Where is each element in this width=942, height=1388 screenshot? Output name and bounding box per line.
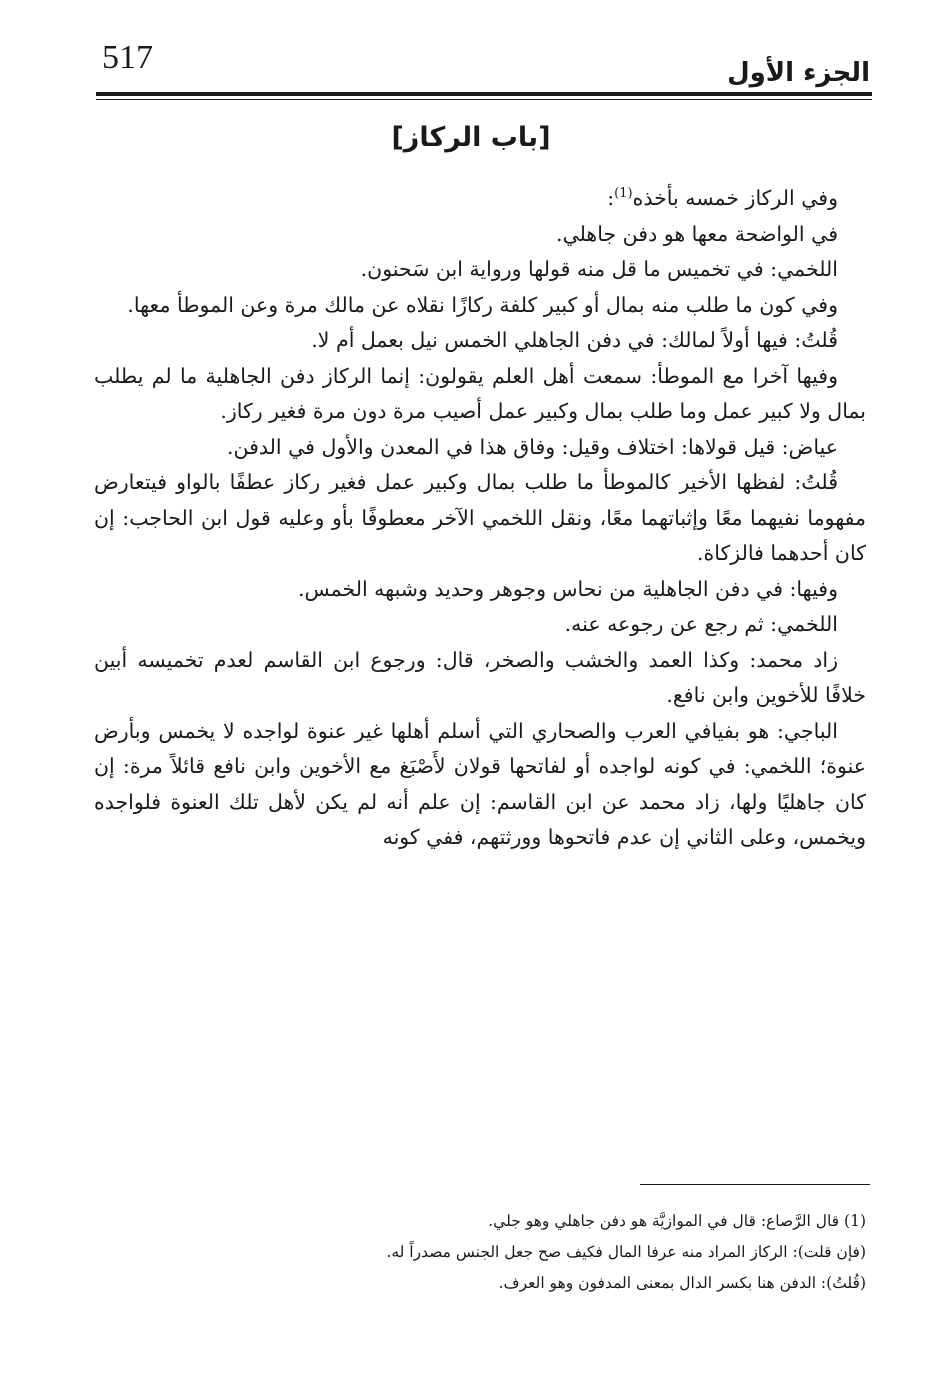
footnote-ref: (1) xyxy=(614,186,633,202)
paragraph: اللخمي: ثم رجع عن رجوعه عنه. xyxy=(564,612,838,636)
footnote: (قُلتُ): الدفن هنا بكسر الدال بمعنى المدفون وهو العرف. xyxy=(498,1274,866,1292)
footnote-rule xyxy=(640,1184,870,1185)
paragraph xyxy=(94,181,866,217)
body-text xyxy=(94,181,866,856)
paragraph: وفيها آخرا مع الموطأ: سمعت أهل العلم يقولون: إنما الركاز دفن الجاهلية ما لم يطلب بمال ولا كبير عمل وما طلب بمال وكبير عمل أصيب مرة دون مرة فغير ركاز. xyxy=(94,363,866,423)
paragraph-text: : xyxy=(607,186,615,210)
paragraph: في الواضحة معها هو دفن جاهلي. xyxy=(556,221,838,246)
header-rule-thick xyxy=(96,92,872,96)
section-heading: [باب الركاز] xyxy=(391,122,551,153)
page-number: 517 xyxy=(102,39,153,76)
header-rule-thin xyxy=(96,99,872,100)
paragraph: وفي كون ما طلب منه بمال أو كبير كلفة ركازًا نقلاه عن مالك مرة وعن الموطأ معها. xyxy=(127,292,838,317)
footnotes xyxy=(200,1206,866,1299)
running-head: الجزء الأول xyxy=(727,58,870,88)
paragraph: الباجي: هو بفيافي العرب والصحاري التي أسلم أهلها غير عنوة لواجده لا يخمس وبأرض عنوة؛ اللخمي: في كونه لواجده أو لفاتحها قولان لأَصْبَغ مع الأخوين وابن نافع قائلاً مرة: إن كان جاهليًا ولها، زاد محمد عن ابن القاسم: إن علم أنه لم يكن لأهل تلك العنوة فلواجده ويخمس، وعلى الثاني إن عدم فاتحوها وورثتهم، ففي كونه xyxy=(94,718,867,849)
footnote: (فإن قلت): الركاز المراد منه عرفا المال فكيف صح جعل الجنس مصدراً له. xyxy=(386,1243,866,1261)
paragraph: وفيها: في دفن الجاهلية من نحاس وجوهر وحديد وشبهه الخمس. xyxy=(297,576,838,601)
paragraph: زاد محمد: وكذا العمد والخشب والصخر، قال: ورجوع ابن القاسم لعدم تخميسه أبين خلافًا للأخوين وابن نافع. xyxy=(94,647,866,707)
footnote: (1) قال الرَّصاع: قال في الموازيَّة هو دفن جاهلي وهو جلي. xyxy=(488,1212,866,1230)
paragraph: قُلتُ: لفظها الأخير كالموطأ ما طلب بمال وكبير عمل فغير ركاز عطفًا بالواو فيتعارض مفهوما نفيهما معًا وإثباتهما معًا، ونقل اللخمي الآخر معطوفًا بأو وعليه قول ابن الحاجب: إن كان أحدهما فالزكاة. xyxy=(94,470,866,565)
paragraph: اللخمي: في تخميس ما قل منه قولها ورواية ابن سَحنون. xyxy=(360,257,838,281)
paragraph: قُلتُ: فيها أولاً لمالك: في دفن الجاهلي الخمس نيل بعمل أم لا. xyxy=(311,328,838,352)
paragraph-text: وفي الركاز خمسه بأخذه xyxy=(632,186,838,210)
paragraph: عياض: قيل قولاها: اختلاف وقيل: وفاق هذا في المعدن والأول في الدفن. xyxy=(226,434,838,459)
